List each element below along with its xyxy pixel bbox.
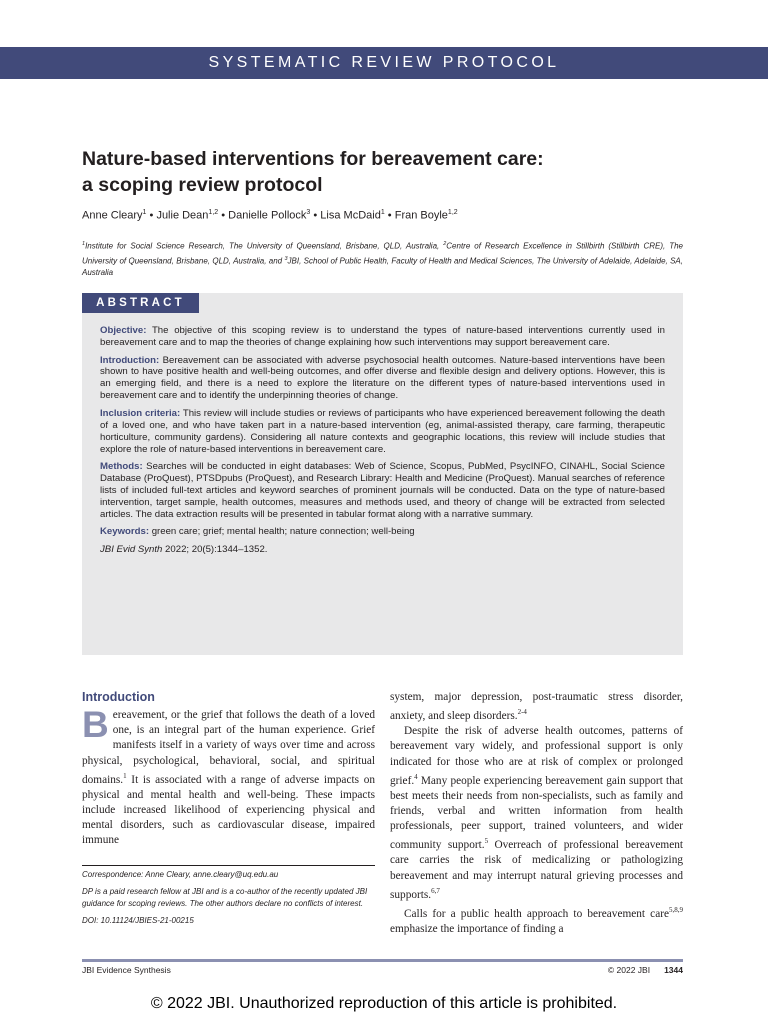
- author-affiliation-marker: 1,2: [208, 209, 219, 216]
- intro-paragraph-2: [390, 724, 683, 903]
- affiliations: [82, 238, 683, 279]
- body-text: It is associated with a range of adverse impacts on physical and mental health and well-being. These impacts include increased likelihood of experiencing physical and mental disorders, such as cardiovascular disease, impaired immune: [82, 773, 375, 847]
- abstract-label: Inclusion criteria:: [100, 407, 181, 419]
- author-affiliation-marker: 1: [380, 209, 385, 216]
- correspondence-note: [82, 869, 375, 882]
- disclosure-note: DP is a paid research fellow at JBI and is a co-author of the recently updated JBI guidance for scoping reviews. The other authors declare no conflicts of interest.: [82, 886, 368, 908]
- article-type-banner: SYSTEMATIC REVIEW PROTOCOL: [0, 47, 768, 79]
- doi-note: DOI: 10.11124/JBIES-21-00215: [82, 915, 194, 925]
- footer-journal-name: JBI Evidence Synthesis: [82, 965, 171, 975]
- right-column: [390, 690, 683, 937]
- author-name: Lisa McDaid: [320, 209, 381, 222]
- body-text: Overreach of professional bereavement care carries the risk of medicalizing or pathologizing bereavement and may interrupt natural grieving processes and supports.: [390, 839, 684, 901]
- abstract-inclusion-criteria: [100, 408, 665, 456]
- abstract-label: Objective:: [100, 325, 147, 336]
- title-line-1: Nature-based interventions for bereavement care:: [82, 148, 544, 170]
- abstract-methods: [100, 461, 665, 521]
- citation-marker: 5,8,9: [669, 905, 683, 914]
- author-name: Anne Cleary: [82, 209, 143, 222]
- body-text: ereavement, or the grief that follows the death of a loved one, is an integral part of the human experience. Grief manifests itself in a variety of ways over time and across physical, psychological, behavioral, social, and spiritual domains.: [82, 709, 375, 786]
- intro-paragraph-3: [390, 903, 683, 937]
- citation-marker: 5: [484, 837, 489, 846]
- author-affiliation-marker: 1,2: [447, 209, 458, 216]
- abstract-label: Introduction:: [100, 354, 160, 366]
- footer-copyright: © 2022 JBI: [607, 965, 651, 975]
- author-separator: •: [221, 209, 226, 222]
- correspondence-text: Correspondence: Anne Cleary, anne.cleary@uq.edu.au: [82, 870, 279, 879]
- intro-paragraph-1: [82, 704, 375, 849]
- affiliation-marker: 3: [284, 255, 288, 262]
- abstract-citation: [100, 544, 665, 556]
- page-number: 1344: [664, 965, 683, 975]
- affiliation-text: JBI, School of Public Health, Faculty of Health and Medical Sciences, The University of Adelaide, Adelaide, SA, Australia: [82, 256, 683, 278]
- affiliation-text: Institute for Social Science Research, The University of Queensland, Brisbane, QLD, Australia,: [85, 241, 444, 251]
- article-title: [82, 146, 692, 198]
- left-column: [82, 690, 375, 849]
- section-heading-introduction: Introduction: [82, 690, 155, 704]
- citation-marker: 4: [414, 772, 418, 781]
- author-affiliation-marker: 1: [142, 209, 147, 216]
- footer-divider: [82, 959, 683, 962]
- author-affiliation-marker: 3: [306, 209, 311, 216]
- author-name: Julie Dean: [156, 209, 209, 222]
- citation-marker: 1: [123, 771, 127, 780]
- abstract-body: [100, 325, 665, 562]
- abstract-objective: [100, 325, 665, 349]
- abstract-keywords: [100, 526, 665, 538]
- body-text: Many people experiencing bereavement gain support that best meets their needs from non-specialists, such as family and friends, verbal and written information from health professionals, peer support, trained volunteers, and wider community support.: [390, 774, 683, 852]
- citation-marker: 6,7: [431, 886, 440, 895]
- abstract-text: Bereavement can be associated with adverse psychosocial health outcomes. Nature-based interventions have been shown to have positive health and well-being outcomes, and offer diverse and flexible design and delivery options. However, this is an emerging field, and there is a need to explore the literature on the different types of nature-based interventions used in bereavement care and to identify the underpinning theories of change.: [100, 354, 665, 402]
- footnote-divider: [82, 865, 375, 866]
- abstract-label: Methods:: [100, 461, 143, 473]
- affiliation-text: Centre of Research Excellence in Stillbirth (Stillbirth CRE), The University of Queensland, Brisbane, QLD, Australia, and: [82, 241, 683, 266]
- author-separator: •: [149, 209, 154, 222]
- body-text: system, major depression, post-traumatic stress disorder, anxiety, and sleep disorders.: [390, 691, 683, 722]
- footer-right: [580, 965, 683, 975]
- abstract-text: This review will include studies or reviews of participants who have experienced bereavement following the death of a loved one, and who have taken part in a nature-based intervention (eg, animal-assisted therapy, care farming, therapeutic horticulture, community gardens). Considering all nature contexts and geographic locations, this review will include studies that explore the role of nature-based interventions in bereavement care.: [100, 407, 665, 455]
- abstract-text: The objective of this scoping review is to understand the types of nature-based interventions currently used in bereavement care and to map the theories of change explaining how such interventions may support bereavement care.: [100, 325, 665, 348]
- abstract-introduction: [100, 355, 665, 403]
- citation-journal: JBI Evid Synth: [100, 543, 163, 555]
- author-name: Danielle Pollock: [228, 209, 307, 222]
- intro-paragraph-1-continued: [390, 690, 683, 724]
- copyright-watermark: © 2022 JBI. Unauthorized reproduction of this article is prohibited.: [150, 995, 618, 1012]
- citation-marker: 2-4: [517, 708, 527, 717]
- author-list: [82, 209, 458, 222]
- author-separator: •: [313, 209, 318, 222]
- body-text: Despite the risk of adverse health outcomes, patterns of bereavement vary widely, and professional support is only indicated for those who are at risk of complex or prolonged grief.: [390, 725, 683, 787]
- abstract-text: green care; grief; mental health; nature connection; well-being: [149, 526, 415, 538]
- drop-cap: B: [82, 704, 109, 745]
- abstract-label: Keywords:: [100, 526, 150, 538]
- footnotes: [82, 869, 375, 931]
- affiliation-marker: 1: [82, 241, 86, 247]
- citation-details: 2022; 20(5):1344–1352.: [162, 543, 268, 555]
- body-text: Calls for a public health approach to bereavement care: [404, 907, 669, 920]
- author-separator: •: [387, 209, 392, 222]
- abstract-text: Searches will be conducted in eight databases: Web of Science, Scopus, PubMed, PsycINFO, CINAHL, Social Science Database (ProQuest), PTSDpubs (ProQuest), and Research Library: Health and Medicine (ProQuest). Manual searches of reference lists of included full-text articles and keyword searches of prominent journals will be conducted. Data on the type of nature-based intervention, target sample, health outcomes, measures and methods used, and theory of change will be extracted from selected articles. The data extraction results will be presented in tabular format along with a narrative summary.: [100, 461, 665, 520]
- affiliation-marker: 2: [443, 241, 447, 247]
- author-name: Fran Boyle: [394, 209, 448, 222]
- abstract-heading: ABSTRACT: [82, 293, 199, 313]
- body-text: emphasize the importance of finding a: [390, 922, 564, 935]
- title-line-2: a scoping review protocol: [82, 174, 323, 196]
